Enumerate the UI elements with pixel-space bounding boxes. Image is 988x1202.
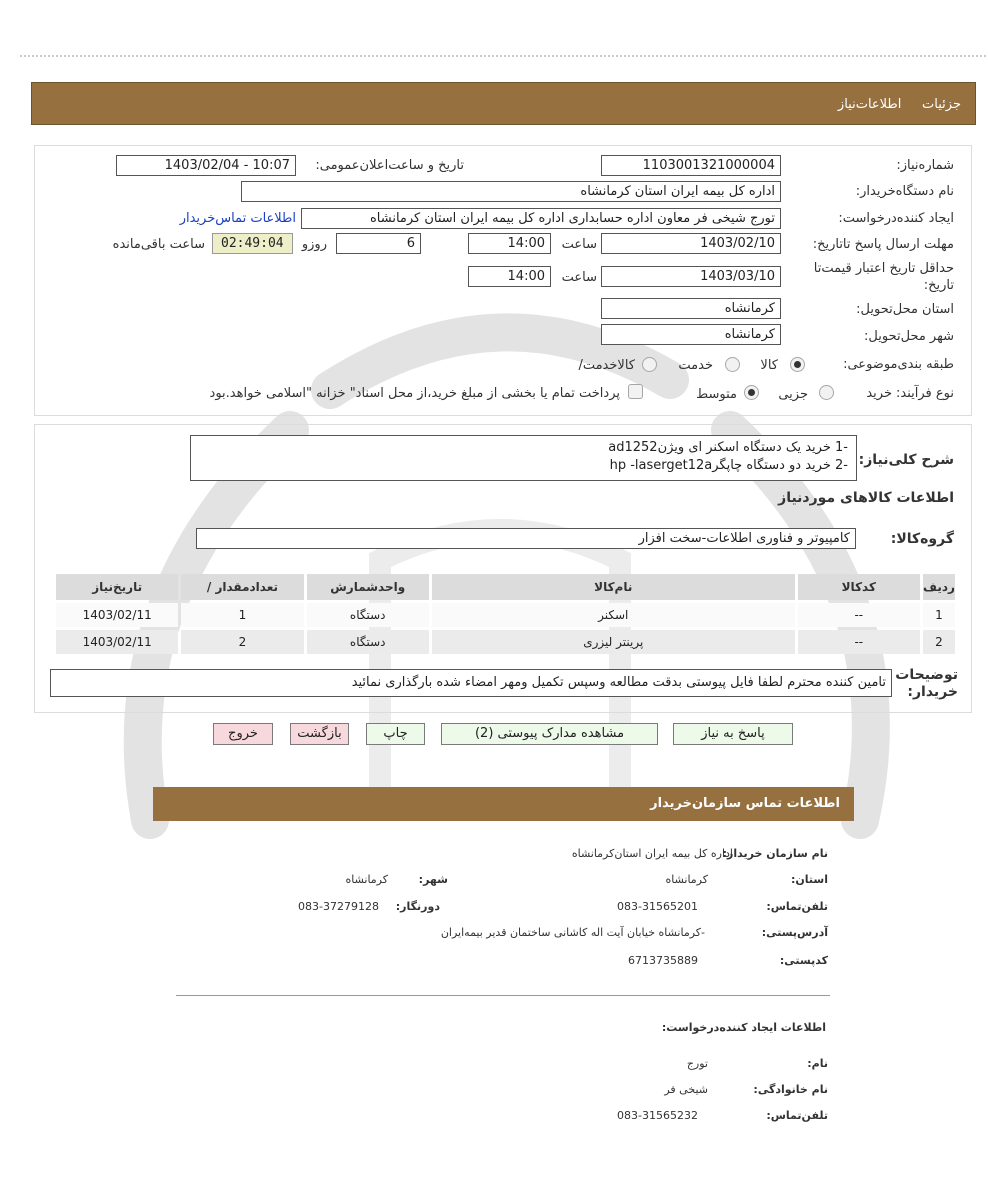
days-label: روزو — [301, 237, 327, 252]
category-label: طبقه بندی‌موضوعی: — [843, 357, 954, 372]
creator-phone-label: تلفن‌تماس: — [766, 1109, 828, 1122]
announce-label: تاریخ و ساعت‌اعلان‌عمومی: — [315, 158, 464, 173]
cell-row: 2 — [923, 630, 955, 654]
creator-phone-value: 083-31565232 — [617, 1109, 698, 1122]
cell-date: 1403/02/11 — [56, 630, 178, 654]
name-value: تورج — [686, 1057, 708, 1070]
items-table — [53, 571, 958, 657]
col-row: ردیف — [923, 574, 955, 600]
buyer-contact-link[interactable]: اطلاعات تماس‌خریدار — [179, 211, 296, 226]
goods-heading: اطلاعات کالاهای مورد‌نیاز — [778, 490, 954, 506]
category-option-goods-service: کالا‌خدمت/ — [578, 358, 635, 373]
city-label: شهر محل‌تحویل: — [864, 329, 954, 344]
validity-time-field: 14:00 — [468, 266, 551, 287]
category-radio-goods-service[interactable] — [642, 357, 657, 372]
postal-value: 6713735889 — [628, 954, 698, 967]
description-box — [190, 435, 857, 481]
print-button[interactable]: چاپ — [366, 723, 425, 745]
province-label: استان: — [791, 873, 828, 886]
contact-title: اطلاعات تماس سازمان‌خریدار — [650, 796, 840, 811]
col-code: کدکالا — [798, 574, 920, 600]
col-quantity: تعداد‌مقدار / — [181, 574, 303, 600]
process-label: نوع فرآیند: — [896, 386, 954, 401]
fax-value: 083-37279128 — [298, 900, 379, 913]
city-value: کرمانشاه — [345, 873, 388, 886]
contact-header — [153, 787, 854, 821]
validity-label: حداقل تاریخ اعتبار قیمت‌تا تاریخ: — [813, 261, 954, 293]
cell-name: پرینتر لیزری — [432, 630, 795, 654]
validity-date-field: 1403/03/10 — [601, 266, 781, 287]
process-radio-medium[interactable] — [744, 385, 759, 400]
process-type-buy: خرید — [866, 386, 892, 401]
description-line-1: -1 خرید یک دستگاه اسکنر ای ویژنad1252 — [608, 440, 848, 455]
remaining-timer: 02:49:04 — [212, 233, 293, 254]
col-unit: واحد‌شمارش — [307, 574, 429, 600]
description-label: شرح کلی‌نیاز: — [858, 452, 954, 468]
need-number-label: شماره‌نیاز: — [896, 158, 954, 173]
deadline-time-label: ساعت — [561, 237, 597, 252]
remaining-label: ساعت باقی‌مانده — [112, 237, 205, 252]
buyer-label: نام دستگاه‌خریدار: — [855, 184, 954, 199]
category-radio-service[interactable] — [725, 357, 740, 372]
goods-group-label: گروه‌کالا: — [890, 531, 954, 547]
breadcrumb-current: اطلاعات‌نیاز — [837, 97, 902, 112]
province-label: استان محل‌تحویل: — [856, 302, 954, 317]
treasury-payment-checkbox[interactable] — [628, 384, 643, 399]
cell-row: 1 — [923, 603, 955, 627]
goods-group-field: کامپیوتر و فناوری اطلاعات-سخت افزار — [196, 528, 856, 549]
buyer-notes-field: تامین کننده محترم لطفا فایل پیوستی بدقت مطالعه وسپس تکمیل ومهر امضاء شده بارگذاری نمائید — [50, 669, 892, 697]
validity-time-label: ساعت — [561, 270, 597, 285]
cell-unit: دستگاه — [307, 603, 429, 627]
name-label: نام: — [807, 1057, 828, 1070]
process-radio-minor[interactable] — [819, 385, 834, 400]
cell-quantity: 2 — [181, 630, 303, 654]
breadcrumb — [838, 97, 961, 112]
category-radio-goods[interactable] — [790, 357, 805, 372]
org-label: نام سازمان خریدار: — [722, 847, 828, 860]
org-value: اداره کل بیمه ایران استان‌کرمانشاه — [571, 847, 733, 860]
province-value: کرمانشاه — [665, 873, 708, 886]
cell-unit: دستگاه — [307, 630, 429, 654]
description-line-2: -2 خرید دو دستگاه چاپگرhp -laserget12a — [609, 458, 848, 473]
phone-value: 083-31565201 — [617, 900, 698, 913]
table-row — [56, 603, 955, 627]
fax-label: دورنگار: — [395, 900, 440, 913]
cell-name: اسکنر — [432, 603, 795, 627]
phone-label: تلفن‌تماس: — [766, 900, 828, 913]
buyer-field: اداره کل بیمه ایران استان کرمانشاه — [241, 181, 781, 202]
cell-quantity: 1 — [181, 603, 303, 627]
breadcrumb-root[interactable]: جزئیات — [922, 97, 961, 112]
announce-field: 1403/02/04 - 10:07 — [116, 155, 296, 176]
cell-code: -- — [798, 630, 920, 654]
back-button[interactable]: بازگشت — [290, 723, 349, 745]
cell-date: 1403/02/11 — [56, 603, 178, 627]
need-number-field: 1103001321000004 — [601, 155, 781, 176]
cell-code: -- — [798, 603, 920, 627]
page-header — [31, 82, 976, 125]
deadline-time-field: 14:00 — [468, 233, 551, 254]
address-value: -کرمانشاه خیابان آیت اله کاشانی ساختمان قدیر بیمه‌ایران — [440, 926, 705, 939]
process-option-medium: متوسط — [696, 387, 737, 402]
family-label: نام خانوادگی: — [753, 1083, 828, 1096]
reply-button[interactable]: پاسخ به نیاز — [673, 723, 793, 745]
province-field: کرمانشاه — [601, 298, 781, 319]
city-label: شهر: — [418, 873, 448, 886]
buyer-notes-label: توضیحات خریدار: — [895, 667, 958, 700]
address-label: آدرس‌پستی: — [761, 926, 828, 939]
contact-divider — [176, 995, 830, 996]
attachments-button[interactable]: مشاهده مدارک پیوستی (2) — [441, 723, 658, 745]
treasury-payment-note: پرداخت تمام یا بخشی از مبلغ خرید،از محل اسناد" خزانه "اسلامی خواهد.بود — [209, 386, 620, 401]
category-option-service: خدمت — [678, 358, 713, 373]
process-option-minor: جزیی — [778, 387, 808, 402]
col-date: تاریخ‌نیاز — [56, 574, 178, 600]
top-divider — [20, 55, 986, 57]
deadline-date-field: 1403/02/10 — [601, 233, 781, 254]
postal-label: کد‌پستی: — [779, 954, 828, 967]
creator-label: ایجاد کننده‌درخواست: — [838, 211, 954, 226]
col-name: نام‌کالا — [432, 574, 795, 600]
creator-heading: اطلاعات ایجاد کننده‌درخواست: — [661, 1021, 826, 1034]
creator-field: تورج شیخی فر معاون اداره حسابداری اداره کل بیمه ایران استان کرمانشاه — [301, 208, 781, 229]
category-option-goods: کالا — [760, 358, 778, 373]
days-field: 6 — [336, 233, 421, 254]
family-value: شیخی فر — [664, 1083, 708, 1096]
table-row — [56, 630, 955, 654]
city-field: کرمانشاه — [601, 324, 781, 345]
deadline-label: مهلت ارسال پاسخ تا‌تاریخ: — [812, 237, 954, 252]
exit-button[interactable]: خروج — [213, 723, 273, 745]
